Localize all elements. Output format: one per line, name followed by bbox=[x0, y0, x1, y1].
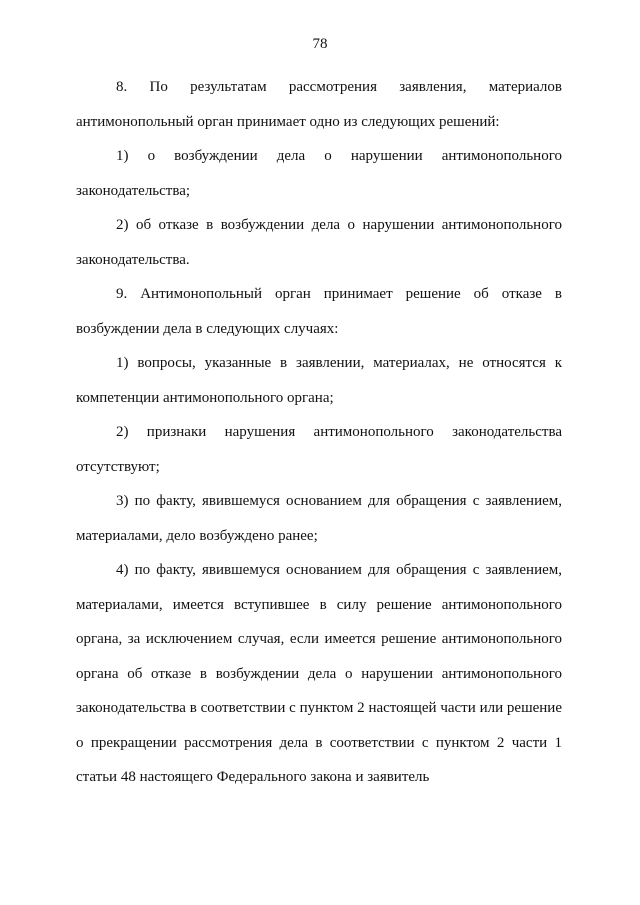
paragraph-9: 9. Антимонопольный орган принимает решение об отказе в возбуждении дела в следующих случаях: bbox=[76, 286, 562, 337]
paragraph-8-item-1: 1) о возбуждении дела о нарушении антимонопольного законодательства; bbox=[76, 148, 562, 199]
paragraph-9-item-2: 2) признаки нарушения антимонопольного законодательства отсутствуют; bbox=[76, 424, 562, 475]
paragraph-9-item-3: 3) по факту, явившемуся основанием для обращения с заявлением, материалами, дело возбуждено ранее; bbox=[76, 493, 562, 544]
page-number: 78 bbox=[312, 36, 328, 52]
paragraph-9-item-4: 4) по факту, явившемуся основанием для обращения с заявлением, материалами, имеется вступившее в силу решение антимонопольного органа, за исключением случая, если имеется решение антимонопольного органа об отказе в возбуждении дела о нарушении антимонопольного законодательства в соответствии с пунктом 2 настоящей части или решение о прекращении рассмотрения дела в соответствии с пунктом 2 части 1 статьи 48 настоящего Федерального закона и заявитель bbox=[76, 562, 562, 785]
paragraph-8-item-2: 2) об отказе в возбуждении дела о нарушении антимонопольного законодательства. bbox=[76, 217, 562, 268]
paragraph-9-item-1: 1) вопросы, указанные в заявлении, материалах, не относятся к компетенции антимонопольного органа; bbox=[76, 355, 562, 406]
paragraph-8: 8. По результатам рассмотрения заявления, материалов антимонопольный орган принимает одно из следующих решений: bbox=[76, 79, 562, 130]
document-body bbox=[76, 70, 562, 795]
